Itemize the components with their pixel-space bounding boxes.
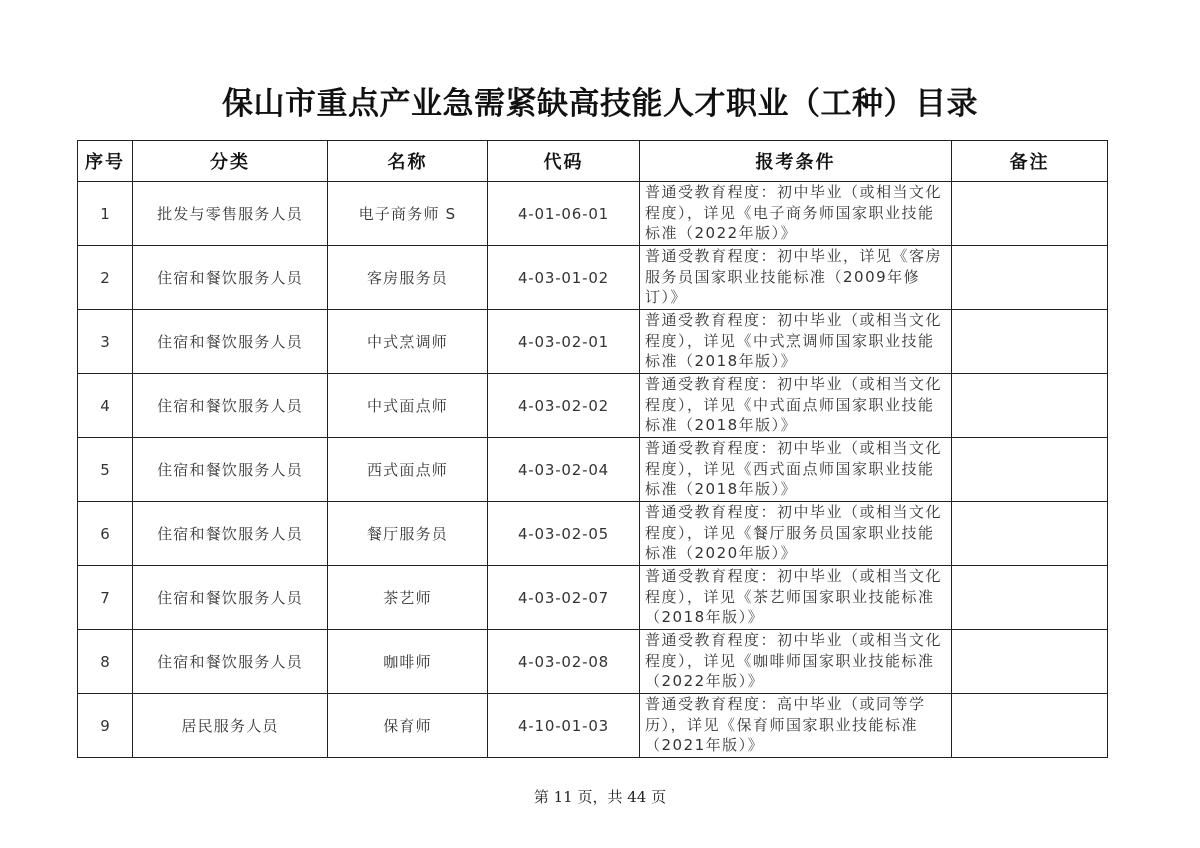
cell-name: 中式面点师 — [328, 374, 488, 438]
cell-no: 4 — [78, 374, 133, 438]
cell-condition: 普通受教育程度：高中毕业（或同等学历），详见《保育师国家职业技能标准（2021年版）》 — [640, 694, 952, 758]
cell-note — [952, 246, 1108, 310]
cell-code: 4-03-02-08 — [488, 630, 640, 694]
cell-note — [952, 182, 1108, 246]
cell-note — [952, 502, 1108, 566]
table-row — [78, 630, 1108, 694]
cell-name: 电子商务师 S — [328, 182, 488, 246]
table-row — [78, 566, 1108, 630]
header-no: 序号 — [78, 141, 133, 182]
cell-condition: 普通受教育程度：初中毕业（或相当文化程度），详见《中式烹调师国家职业技能标准（2018年版）》 — [640, 310, 952, 374]
cell-no: 5 — [78, 438, 133, 502]
cell-code: 4-03-01-02 — [488, 246, 640, 310]
cell-name: 茶艺师 — [328, 566, 488, 630]
table-row — [78, 310, 1108, 374]
cell-condition: 普通受教育程度：初中毕业，详见《客房服务员国家职业技能标准（2009年修订）》 — [640, 246, 952, 310]
cell-no: 7 — [78, 566, 133, 630]
cell-code: 4-10-01-03 — [488, 694, 640, 758]
table-row — [78, 374, 1108, 438]
cell-condition: 普通受教育程度：初中毕业（或相当文化程度），详见《电子商务师国家职业技能标准（2022年版）》 — [640, 182, 952, 246]
table-row — [78, 182, 1108, 246]
header-code: 代码 — [488, 141, 640, 182]
cell-code: 4-03-02-07 — [488, 566, 640, 630]
cell-no: 6 — [78, 502, 133, 566]
cell-note — [952, 438, 1108, 502]
cell-condition: 普通受教育程度：初中毕业（或相当文化程度），详见《咖啡师国家职业技能标准（2022年版）》 — [640, 630, 952, 694]
cell-condition: 普通受教育程度：初中毕业（或相当文化程度），详见《西式面点师国家职业技能标准（2018年版）》 — [640, 438, 952, 502]
cell-category: 住宿和餐饮服务人员 — [133, 630, 328, 694]
cell-no: 3 — [78, 310, 133, 374]
page-title: 保山市重点产业急需紧缺高技能人才职业（工种）目录 — [222, 86, 978, 122]
occupation-table — [77, 140, 1108, 758]
table-row — [78, 694, 1108, 758]
header-note: 备注 — [952, 141, 1108, 182]
cell-name: 客房服务员 — [328, 246, 488, 310]
cell-note — [952, 694, 1108, 758]
cell-condition: 普通受教育程度：初中毕业（或相当文化程度），详见《中式面点师国家职业技能标准（2018年版）》 — [640, 374, 952, 438]
cell-note — [952, 630, 1108, 694]
table-row — [78, 502, 1108, 566]
cell-name: 咖啡师 — [328, 630, 488, 694]
header-name: 名称 — [328, 141, 488, 182]
cell-category: 住宿和餐饮服务人员 — [133, 246, 328, 310]
cell-note — [952, 566, 1108, 630]
cell-note — [952, 310, 1108, 374]
cell-category: 居民服务人员 — [133, 694, 328, 758]
cell-no: 2 — [78, 246, 133, 310]
cell-no: 9 — [78, 694, 133, 758]
page-number: 第 11 页，共 44 页 — [533, 788, 667, 806]
cell-no: 8 — [78, 630, 133, 694]
cell-condition: 普通受教育程度：初中毕业（或相当文化程度），详见《餐厅服务员国家职业技能标准（2020年版）》 — [640, 502, 952, 566]
cell-category: 住宿和餐饮服务人员 — [133, 438, 328, 502]
cell-code: 4-01-06-01 — [488, 182, 640, 246]
cell-name: 西式面点师 — [328, 438, 488, 502]
cell-code: 4-03-02-04 — [488, 438, 640, 502]
table-header-row — [78, 141, 1108, 182]
table-row — [78, 438, 1108, 502]
table-row — [78, 246, 1108, 310]
cell-category: 住宿和餐饮服务人员 — [133, 502, 328, 566]
header-condition: 报考条件 — [640, 141, 952, 182]
cell-name: 餐厅服务员 — [328, 502, 488, 566]
cell-name: 中式烹调师 — [328, 310, 488, 374]
header-category: 分类 — [133, 141, 328, 182]
cell-note — [952, 374, 1108, 438]
cell-code: 4-03-02-02 — [488, 374, 640, 438]
cell-category: 批发与零售服务人员 — [133, 182, 328, 246]
cell-category: 住宿和餐饮服务人员 — [133, 374, 328, 438]
cell-category: 住宿和餐饮服务人员 — [133, 566, 328, 630]
cell-name: 保育师 — [328, 694, 488, 758]
cell-no: 1 — [78, 182, 133, 246]
cell-condition: 普通受教育程度：初中毕业（或相当文化程度），详见《茶艺师国家职业技能标准（2018年版）》 — [640, 566, 952, 630]
cell-code: 4-03-02-01 — [488, 310, 640, 374]
cell-category: 住宿和餐饮服务人员 — [133, 310, 328, 374]
cell-code: 4-03-02-05 — [488, 502, 640, 566]
